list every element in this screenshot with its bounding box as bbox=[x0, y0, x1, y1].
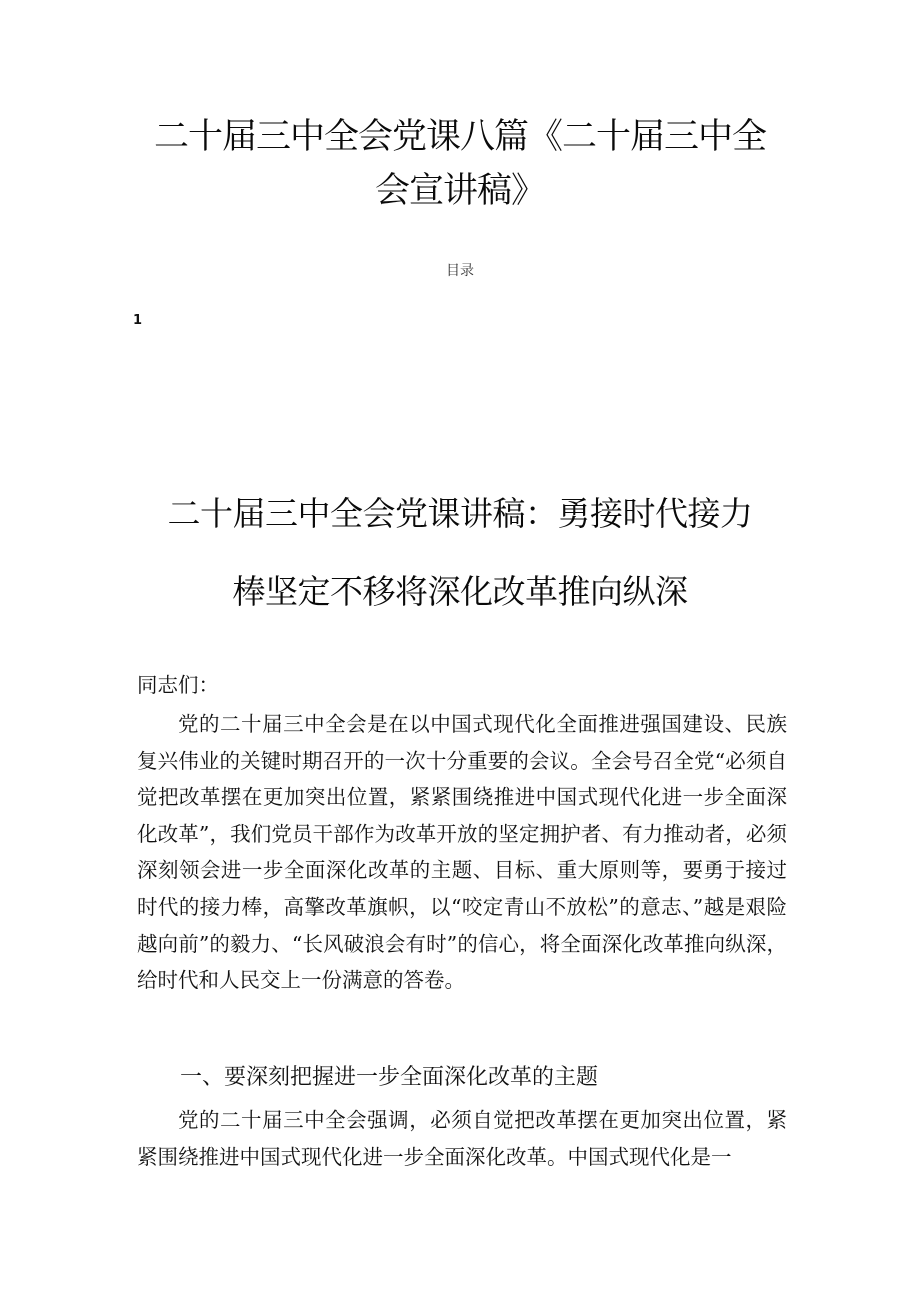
document-title-line-2: 会宣讲稿》 bbox=[374, 171, 545, 211]
intro-paragraph-block bbox=[137, 706, 787, 999]
body-paragraph: 党的二十届三中全会强调，必须自觉把改革摆在更加突出位置，紧紧围绕推进中国式现代化进一步全面深化改革。中国式现代化是一 bbox=[137, 1108, 787, 1169]
speech-title-line-2: 棒坚定不移将深化改革推向纵深 bbox=[232, 572, 688, 611]
speech-title-line-1: 二十届三中全会党课讲稿：勇接时代接力 bbox=[167, 494, 753, 533]
body-paragraph: 党的二十届三中全会是在以中国式现代化全面推进强国建设、民族复兴伟业的关键时期召开的一次十分重要的会议。全会号召全党“必须自觉把改革摆在更加突出位置，紧紧围绕推进中国式现代化进一步全面深化改革”，我们党员干部作为改革开放的坚定拥护者、有力推动者，必须深刻领会进一步全面深化改革的主题、目标、重大原则等，要勇于接过时代的接力棒，高擎改革旗帜，以“咬定青山不放松”的意志、”越是艰险越向前”的毅力、“长风破浪会有时”的信心，将全面深化改革推向纵深，给时代和人民交上一份满意的答卷。 bbox=[137, 712, 787, 993]
section-heading: 一、要深刻把握进一步全面深化改革的主题 bbox=[180, 1065, 599, 1090]
section-paragraph-block bbox=[137, 1102, 787, 1175]
document-title-line-1: 二十届三中全会党课八篇《二十届三中全 bbox=[153, 117, 766, 157]
salutation: 同志们： bbox=[137, 673, 219, 697]
toc-heading: 目录 bbox=[446, 263, 474, 279]
toc-entry[interactable]: 1 bbox=[133, 313, 143, 328]
